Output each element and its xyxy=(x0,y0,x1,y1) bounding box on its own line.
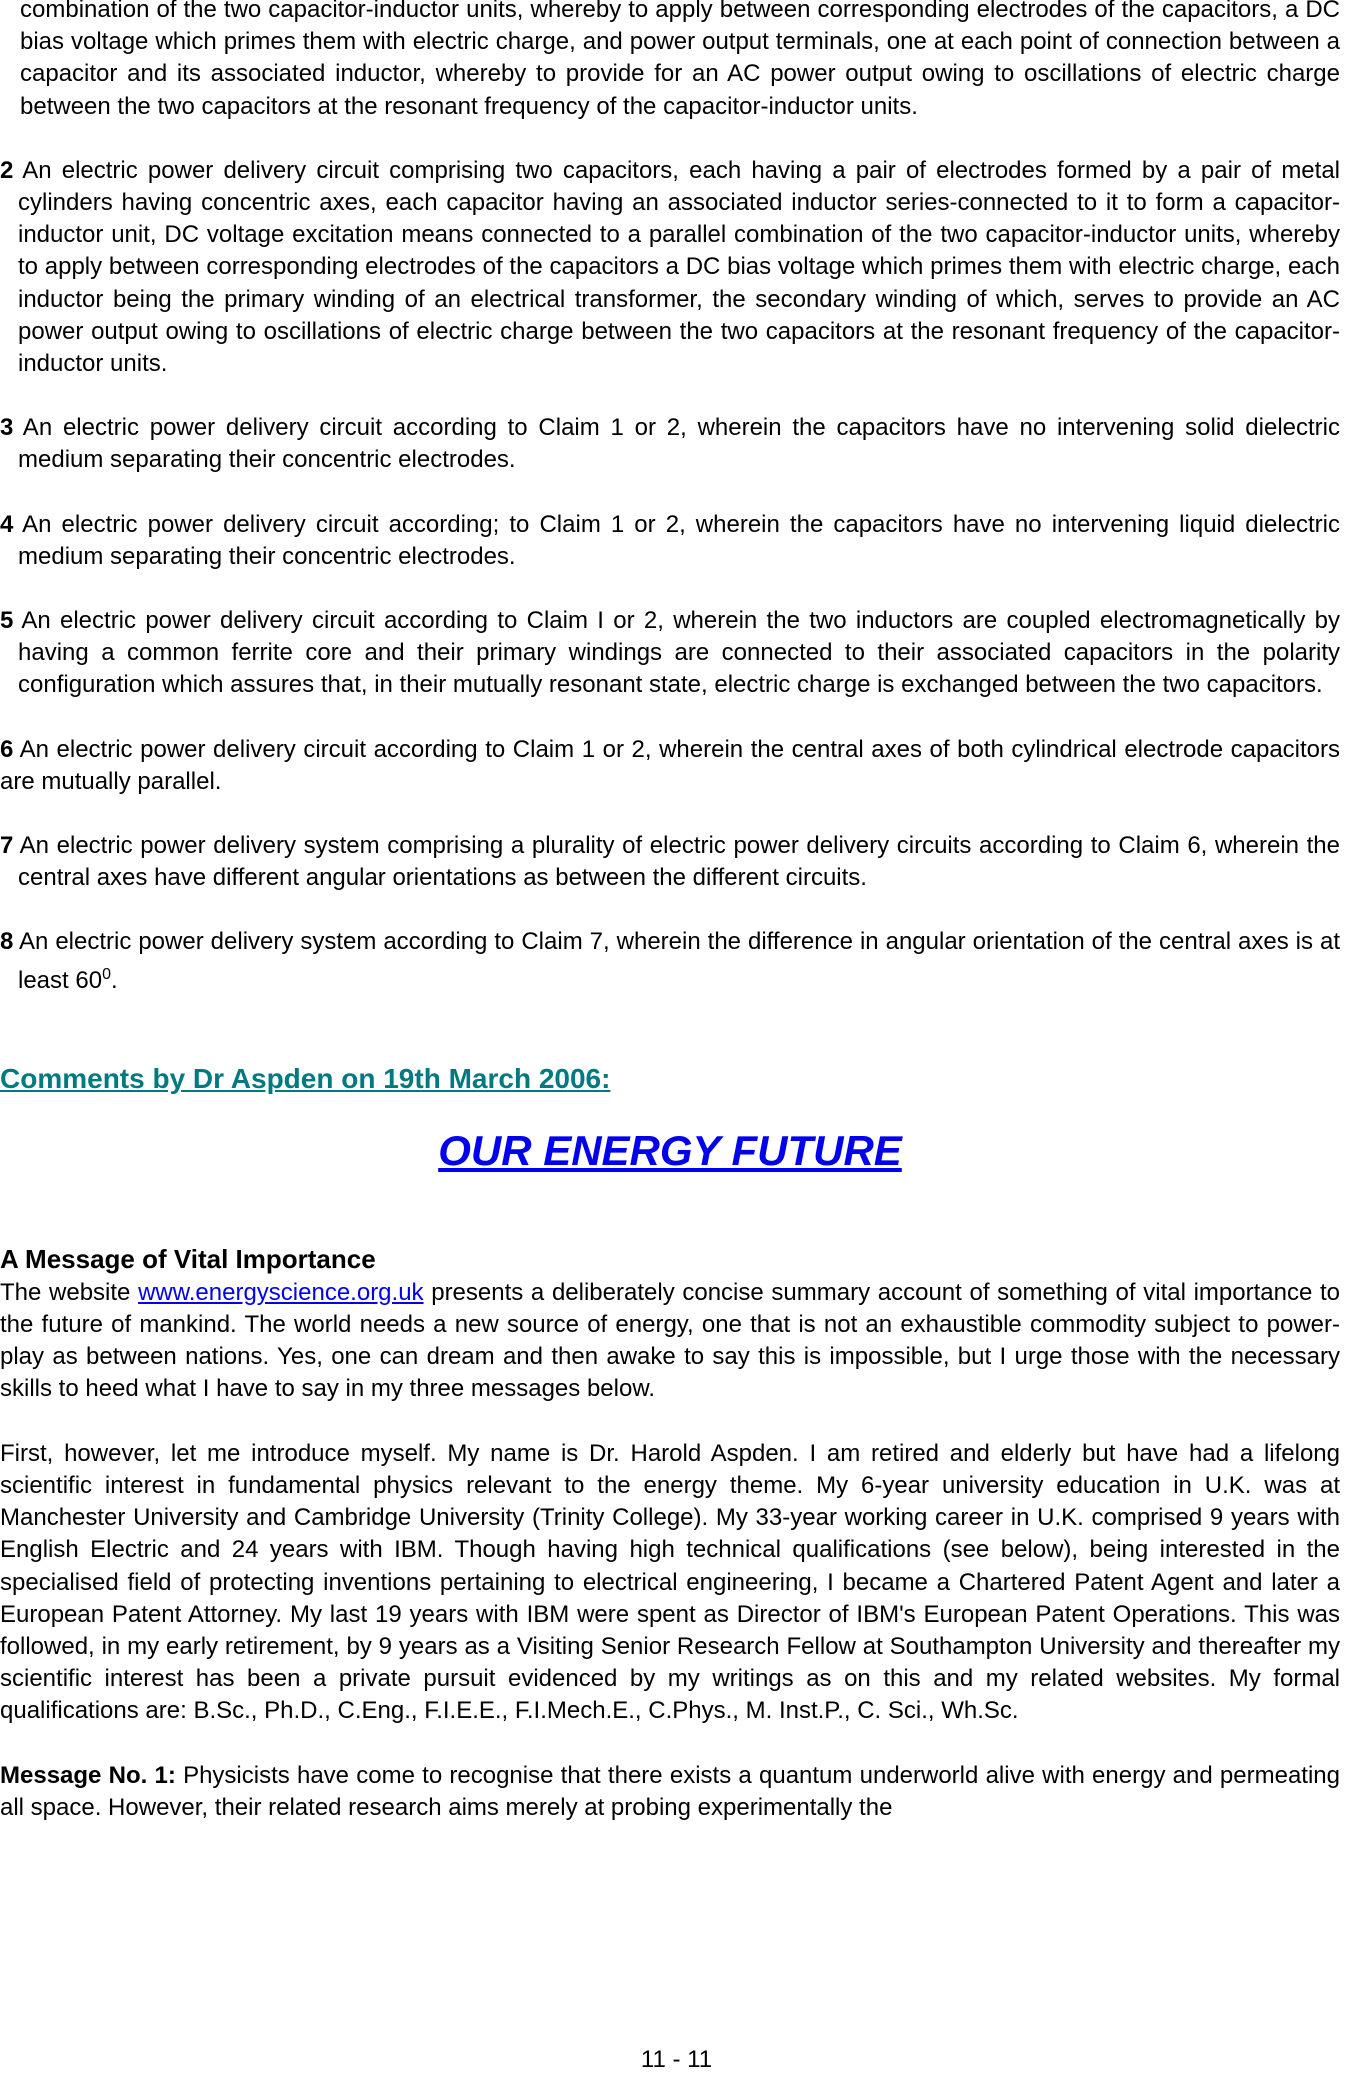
introduction-paragraph: First, however, let me introduce myself. My name is Dr. Harold Aspden. I am retired and elderly but have had a lifelong scientific interest in fundamental physics relevant to the energy theme. My 6-year university education in U.K. was at Manchester University and Cambridge University (Trinity College). My 33-year working career in U.K. comprised 9 years with English Electric and 24 years with IBM. Though having high technical qualifications (see below), being interested in the specialised field of protecting inventions pertaining to electrical engineering, I became a Chartered Patent Agent and later a European Patent Attorney. My last 19 years with IBM were spent as Director of IBM's European Patent Operations. This was followed, in my early retirement, by 9 years as a Visiting Senior Research Fellow at Southampton University and thereafter my scientific interest has been a private pursuit evidenced by my writings as on this and my related websites. My formal qualifications are: B.Sc., Ph.D., C.Eng., F.I.E.E., F.I.Mech.E., C.Phys., M. Inst.P., C. Sci., Wh.Sc. xyxy=(0,1439,1340,1725)
spacer xyxy=(0,798,1340,830)
claim-6 xyxy=(0,734,1340,798)
claim-text: An electric power delivery system comprising a plurality of electric power delivery circuits according to Claim 6, wherein the central axes have different angular orientations as between the different circuits. xyxy=(13,832,1340,892)
spacer xyxy=(0,1097,1340,1121)
spacer xyxy=(0,894,1340,926)
claim-number: 8 xyxy=(0,928,14,956)
message-1-paragraph xyxy=(0,1760,1340,1824)
claim-number: 7 xyxy=(0,832,14,860)
website-link[interactable]: www.energyscience.org.uk xyxy=(138,1278,424,1306)
claim-8 xyxy=(0,926,1340,996)
comments-heading xyxy=(0,1061,1340,1097)
claim-2 xyxy=(0,155,1340,380)
claim-text: An electric power delivery circuit according to Claim I or 2, wherein the two inductors are coupled electromagnetically by having a common ferrite core and their primary windings are connected to their associated capacitors in the polarity configuration which assures that, in their mutually resonant state, electric charge is exchanged between the two capacitors. xyxy=(13,607,1340,699)
claim-7 xyxy=(0,830,1340,894)
paragraph-text: presents a deliberately concise summary account of something of vital importance to the future of mankind. The world needs a new source of energy, one that is not an exhaustible commodity subject to power-play as between nations. Yes, one can dream and then awake to say this is impossible, but I urge those with the necessary skills to heed what I have to say in my three messages below. xyxy=(0,1278,1340,1403)
section-heading: A Message of Vital Importance xyxy=(0,1243,376,1274)
claim-5 xyxy=(0,605,1340,702)
comments-heading-text: Comments by Dr Aspden on 19th March 2006 xyxy=(0,1062,602,1094)
intro-paragraph: combination of the two capacitor-inductor units, whereby to apply between corresponding electrodes of the capacitors, a DC bias voltage which primes them with electric charge, and power output terminals, one at each point of connection between a capacitor and its associated inductor, whereby to provide for an AC power output owing to oscillations of electric charge between the two capacitors at the resonant frequency of the capacitor-inductor units. xyxy=(20,0,1340,120)
spacer xyxy=(0,477,1340,509)
message-label: Message No. 1: xyxy=(0,1761,176,1789)
claim-4 xyxy=(0,509,1340,573)
claim-text: An electric power delivery system according to Claim 7, wherein the difference in angular orientation of the central axes is at least 60 xyxy=(13,928,1340,994)
spacer xyxy=(0,123,1340,155)
comments-heading-colon: : xyxy=(601,1062,611,1094)
claim-3 xyxy=(0,412,1340,476)
spacer xyxy=(0,380,1340,412)
page-title: OUR ENERGY FUTURE xyxy=(438,1126,902,1174)
claim-text: An electric power delivery circuit according; to Claim 1 or 2, wherein the capacitors have no intervening liquid dielectric medium separating their concentric electrodes. xyxy=(13,510,1340,570)
spacer xyxy=(0,1406,1340,1438)
claim-number: 4 xyxy=(0,510,14,538)
paragraph-text: The website xyxy=(0,1278,139,1306)
claim-number: 5 xyxy=(0,607,14,635)
claim-number: 3 xyxy=(0,414,14,442)
spacer xyxy=(0,1181,1340,1241)
degree-superscript: 0 xyxy=(102,965,111,983)
claim-text: An electric power delivery circuit according to Claim 1 or 2, wherein the capacitors have no intervening solid dielectric medium separating their concentric electrodes. xyxy=(13,414,1340,474)
claim-text: An electric power delivery circuit according to Claim 1 or 2, wherein the central axes of both cylindrical electrode capacitors are mutually parallel. xyxy=(0,735,1340,795)
spacer xyxy=(0,702,1340,734)
claim-number: 6 xyxy=(0,735,14,763)
message-text: Physicists have come to recognise that there exists a quantum underworld alive with energy and permeating all space. However, their related research aims merely at probing experimentally the xyxy=(0,1761,1340,1821)
claim-text: An electric power delivery circuit comprising two capacitors, each having a pair of electrodes formed by a pair of metal cylinders having concentric axes, each capacitor having an associated inductor series-connected to it to form a capacitor-inductor unit, DC voltage excitation means connected to a parallel combination of the two capacitor-inductor units, whereby to apply between corresponding electrodes of the capacitors a DC bias voltage which primes them with electric charge, each inductor being the primary winding of an electrical transformer, the secondary winding of which, serves to provide an AC power output owing to oscillations of electric charge between the two capacitors at the resonant frequency of the capacitor-inductor units. xyxy=(13,156,1340,378)
claim-tail: . xyxy=(110,966,118,994)
page-number: 11 - 11 xyxy=(640,2046,713,2073)
claim-number: 2 xyxy=(0,156,14,184)
spacer xyxy=(0,573,1340,605)
website-paragraph xyxy=(0,1277,1340,1406)
spacer xyxy=(0,1728,1340,1760)
spacer xyxy=(0,997,1340,1061)
